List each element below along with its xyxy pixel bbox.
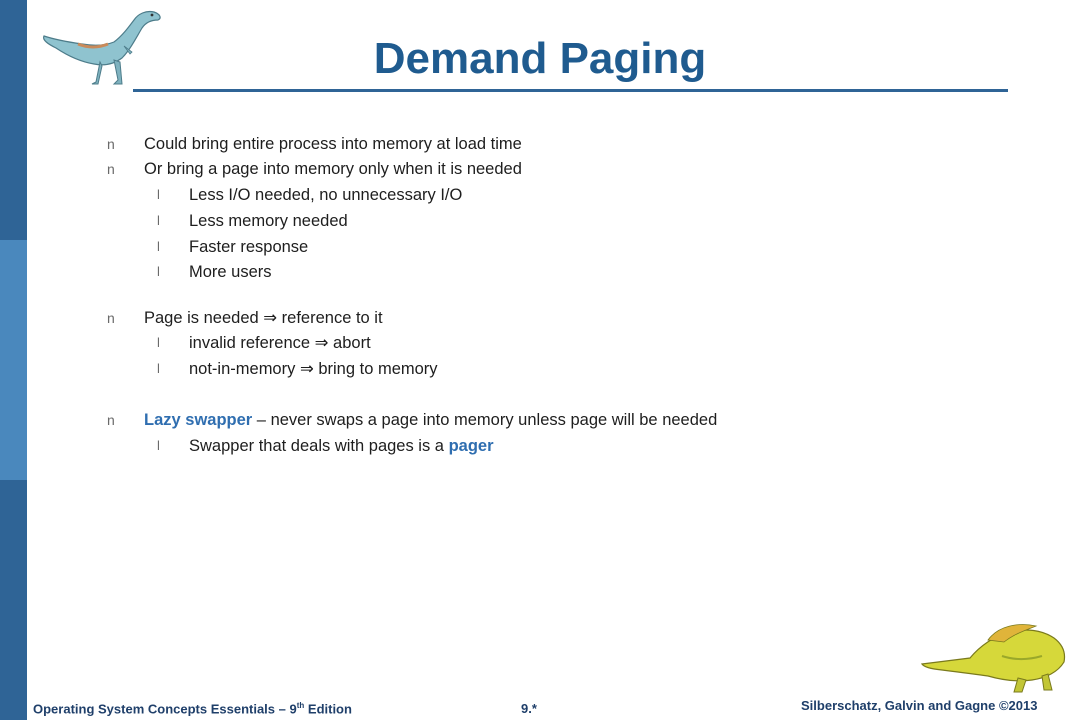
sub-bullet-text: Less I/O needed, no unnecessary I/O bbox=[189, 186, 463, 204]
dinosaur-bottom-icon bbox=[918, 616, 1068, 696]
footer-page-number: 9.* bbox=[521, 701, 537, 716]
sub-bullet-text: Faster response bbox=[189, 238, 309, 256]
sidebar-segment bbox=[0, 240, 27, 480]
footer-book-title bbox=[33, 701, 352, 716]
sub-bullet-marker: l bbox=[157, 335, 160, 350]
sub-bullet-text-lead: Swapper that deals with pages is a bbox=[189, 437, 449, 455]
bullet-text-rest: – never swaps a page into memory unless page will be needed bbox=[252, 411, 718, 429]
bullet-marker: n bbox=[107, 412, 115, 428]
bullet-text: Could bring entire process into memory at load time bbox=[144, 135, 522, 153]
highlight-term: Lazy swapper bbox=[144, 411, 253, 429]
slide-title: Demand Paging bbox=[373, 34, 707, 83]
sub-bullet-text: not-in-memory ⇒ bring to memory bbox=[189, 360, 438, 378]
sub-bullet-text: Less memory needed bbox=[189, 212, 348, 230]
bullet-marker: n bbox=[107, 161, 115, 177]
footer-copyright: Silberschatz, Galvin and Gagne ©2013 bbox=[801, 698, 1038, 713]
title-underline bbox=[133, 89, 1008, 92]
bullet-text bbox=[144, 410, 717, 430]
sub-bullet-marker: l bbox=[157, 213, 160, 228]
footer-edition-superscript: th bbox=[296, 701, 305, 710]
dinosaur-top-icon bbox=[38, 6, 166, 88]
bullet-text: Page is needed ⇒ reference to it bbox=[144, 309, 383, 327]
bullet-marker: n bbox=[107, 136, 115, 152]
sub-bullet-text bbox=[189, 436, 494, 456]
sub-bullet-text: invalid reference ⇒ abort bbox=[189, 334, 371, 352]
sub-bullet-marker: l bbox=[157, 361, 160, 376]
bullet-marker: n bbox=[107, 310, 115, 326]
sidebar-stripe bbox=[0, 0, 27, 720]
sub-bullet-marker: l bbox=[157, 187, 160, 202]
sub-bullet-marker: l bbox=[157, 264, 160, 279]
sidebar-segment bbox=[0, 480, 27, 720]
sidebar-segment bbox=[0, 0, 27, 240]
bullet-text: Or bring a page into memory only when it is needed bbox=[144, 160, 522, 178]
footer-book-title-text: Operating System Concepts Essentials – 9 bbox=[33, 701, 297, 717]
footer-edition-text: Edition bbox=[304, 701, 352, 717]
highlight-term: pager bbox=[448, 437, 494, 455]
sub-bullet-text: More users bbox=[189, 263, 272, 281]
sub-bullet-marker: l bbox=[157, 239, 160, 254]
sub-bullet-marker: l bbox=[157, 438, 160, 453]
